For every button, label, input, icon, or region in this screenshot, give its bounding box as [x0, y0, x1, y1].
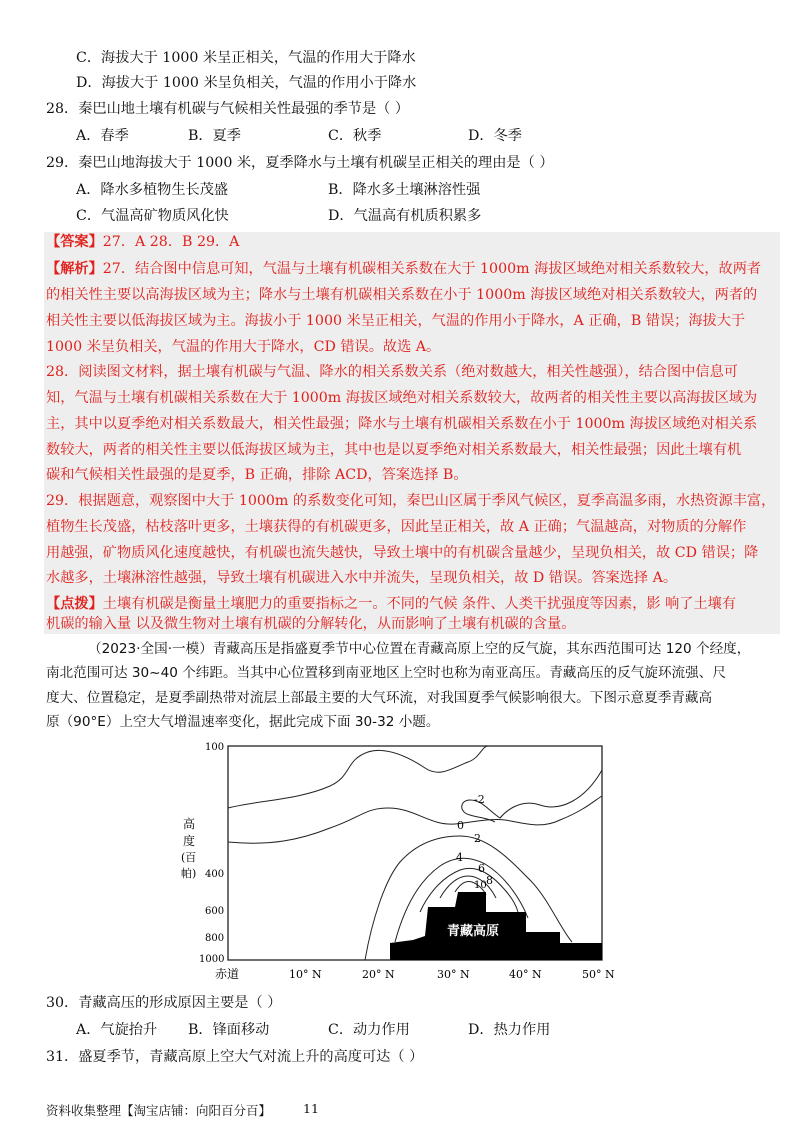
q31-stem: 31．盛夏季节，青藏高原上空大气对流上升的高度可达（ ）: [46, 1049, 424, 1065]
y-tick-100: 100: [205, 742, 225, 753]
q30-option-a: A．气旋抬升: [76, 1022, 158, 1038]
plateau-label: 青藏高原: [447, 924, 500, 939]
analysis-text-1: 27．结合图中信息可知，气温与土壤有机碳相关系数在大于 1000m 海拔区域绝对相关系数较大，故两者: [102, 261, 762, 277]
q30-option-d: D．热力作用: [468, 1022, 551, 1038]
contour-zero: [228, 796, 602, 843]
q27-option-c: C．海拔大于 1000 米呈正相关，气温的作用大于降水: [76, 50, 416, 66]
q30-stem: 30．青藏高压的形成原因主要是（ ）: [46, 995, 282, 1011]
q28-option-a: A．春季: [76, 128, 129, 144]
passage-line-2: 南北范围可达 30~40 个纬距。当其中心位置移到南亚地区上空时也称为南亚高压。青藏高压的反气旋环流强、尺: [46, 665, 726, 681]
y-tick-800: 800: [205, 933, 225, 944]
passage-line-4: 原（90°E）上空大气增温速率变化，据此完成下面 30-32 小题。: [46, 714, 440, 730]
q28-option-b: B．夏季: [188, 128, 241, 144]
y-label-4: 帕): [181, 867, 197, 880]
analysis-tag: 【解析】: [46, 261, 103, 277]
page-number: 11: [303, 1101, 319, 1116]
q29-option-c: C．气温高矿物质风化快: [76, 208, 229, 224]
answer-text: 27．A 28．B 29．A: [102, 234, 240, 250]
x-tick-equator: 赤道: [215, 967, 240, 981]
footer-source: 资料收集整理【淘宝店铺：向阳百分百】: [46, 1103, 272, 1118]
tip-line-2: 机碳的输入量 以及微生物对土壤有机碳的分解转化，从而影响了土壤有机碳的含量。: [46, 616, 576, 632]
contour-outer: [228, 746, 488, 808]
contour-label-8: 8: [486, 874, 493, 887]
q28-stem: 28．秦巴山地土壤有机碳与气候相关性最强的季节是（ ）: [46, 101, 410, 117]
passage-line-1: （2023·全国·一模）青藏高压是指盛夏季节中心位置在青藏高原上空的反气旋，其东西范围可达 120 个经度，: [88, 641, 751, 657]
y-tick-600: 600: [205, 906, 225, 917]
analysis-line-4: 1000 米呈负相关，气温的作用大于降水，CD 错误。故选 A。: [46, 339, 441, 355]
tip-tag: 【点拨】: [46, 596, 103, 612]
analysis-line-8: 数较大，两者的相关性主要以低海拔区域为主，其中也是以夏季绝对相关系数最大，相关性最强；因此土壤有机: [46, 442, 742, 458]
x-tick-10n: 10° N: [289, 968, 322, 981]
contour-label-10: 10: [474, 880, 487, 891]
x-tick-20n: 20° N: [362, 968, 395, 981]
contour-label-6: 6: [478, 862, 485, 875]
analysis-line-7: 主，其中以夏季绝对相关系数最大，相关性最强；降水与土壤有机碳相关系数在小于 1000m 海拔区域绝对相关系: [46, 416, 758, 432]
analysis-line-10: 29．根据题意，观察图中大于 1000m 的系数变化可知，秦巴山区属于季风气候区，夏季高温多雨，水热资源丰富，: [46, 493, 776, 509]
analysis-line-11: 植物生长茂盛，枯枝落叶更多，土壤获得的有机碳更多，因此呈正相关，故 A 正确；气温越高，对物质的分解作: [46, 519, 747, 535]
analysis-line-6: 知，气温与土壤有机碳相关系数在大于 1000m 海拔区域绝对相关系数较大，故两者的相关性主要以高海拔区域为: [46, 390, 758, 406]
y-label-2: 度: [183, 834, 196, 848]
tip-text-1: 土壤有机碳是衡量土壤肥力的重要指标之一。不同的气候 条件、人类干扰强度等因素，影 响了土壤有: [102, 596, 737, 612]
analysis-line-5: 28．阅读图文材料，据土壤有机碳与气温、降水的相关系数关系（绝对数越大，相关性越强），结合图中信息可: [46, 364, 738, 380]
q28-option-d: D．冬季: [468, 128, 522, 144]
contour-label-minus2: -2: [474, 793, 485, 806]
q29-option-b: B．降水多土壤淋溶性强: [328, 182, 481, 198]
q30-option-b: B．锋面移动: [188, 1022, 270, 1038]
analysis-line-13: 水越多，土壤淋溶性越强，导致土壤有机碳进入水中并流失，呈现负相关，故 D 错误。答案选择 A。: [46, 570, 678, 586]
analysis-line-12: 用越强，矿物质风化速度越快，有机碳也流失越快，导致土壤中的有机碳含量越少，呈现负相关，故 CD 错误；降: [46, 545, 759, 561]
q29-option-d: D．气温高有机质积累多: [328, 208, 482, 224]
y-label-1: 高: [183, 817, 196, 831]
analysis-line-3: 相关性主要以低海拔区域为主。海拔小于 1000 米呈正相关，气温的作用小于降水，A 正确，B 错误；海拔大于: [46, 313, 746, 329]
q30-option-c: C．动力作用: [328, 1022, 410, 1038]
q29-stem: 29．秦巴山地海拔大于 1000 米，夏季降水与土壤有机碳呈正相关的理由是（ ）: [46, 155, 554, 171]
q28-option-c: C．秋季: [328, 128, 382, 144]
analysis-line-2: 的相关性主要以高海拔区域为主；降水与土壤有机碳相关系数在小于 1000m 海拔区域绝对相关系数较大，两者的: [46, 287, 758, 303]
contour-label-4: 4: [456, 851, 463, 864]
x-tick-40n: 40° N: [509, 968, 542, 981]
diagram-frame: [228, 746, 602, 960]
contour-label-0: 0: [457, 819, 464, 832]
y-tick-1000: 1000: [199, 954, 225, 965]
contour-label-2: 2: [474, 832, 481, 845]
y-label-3: (百: [181, 851, 197, 864]
q27-option-d: D．海拔大于 1000 米呈负相关，气温的作用小于降水: [76, 75, 417, 91]
analysis-line-9: 碳和气候相关性最强的是夏季，B 正确，排除 ACD，答案选择 B。: [46, 467, 468, 483]
y-tick-400: 400: [205, 869, 225, 880]
x-tick-30n: 30° N: [437, 968, 470, 981]
passage-line-3: 度大、位置稳定，是夏季副热带对流层上部最主要的大气环流，对我国夏季气候影响很大。下图示意夏季青藏高: [46, 690, 713, 706]
answer-tag: 【答案】: [46, 234, 103, 250]
q29-option-a: A．降水多植物生长茂盛: [76, 182, 229, 198]
x-tick-50n: 50° N: [582, 968, 615, 981]
